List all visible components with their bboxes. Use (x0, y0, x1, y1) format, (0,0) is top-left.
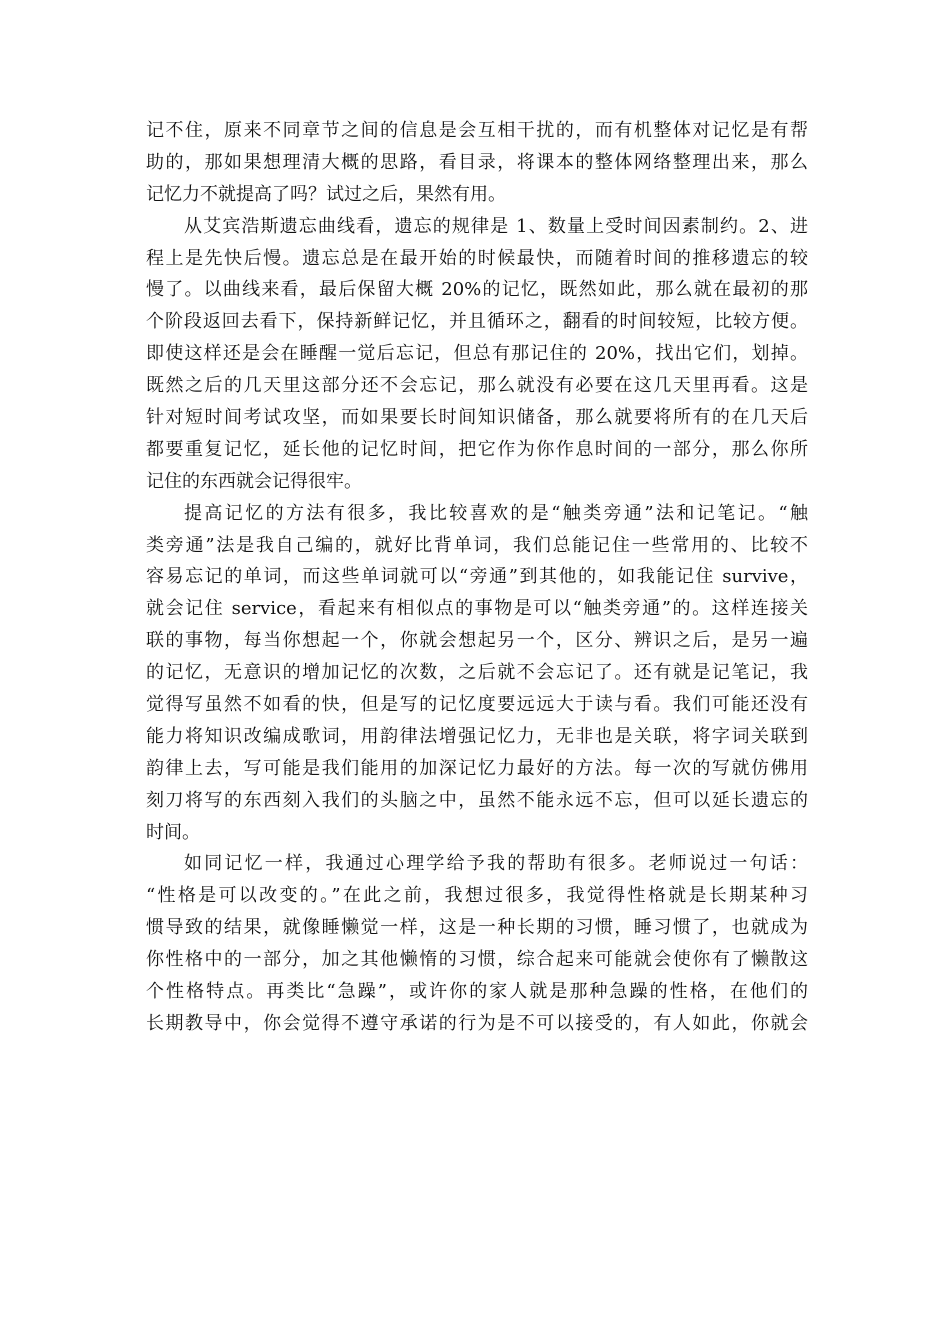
text-line: 韵律上去，写可能是我们能用的加深记忆力最好的方法。每一次的写就仿佛用 (146, 757, 808, 779)
text-line: 能力将知识改编成歌词，用韵律法增强记忆力，无非也是关联，将字词关联到 (146, 725, 808, 747)
text-line: 既然之后的几天里这部分还不会忘记，那么就没有必要在这几天里再看。这是 (146, 375, 808, 397)
text-line: 你性格中的一部分，加之其他懒惰的习惯，综合起来可能就会使你有了懒散这 (146, 949, 808, 971)
text-line: 长期教导中，你会觉得不遵守承诺的行为是不可以接受的，有人如此，你就会 (146, 1012, 808, 1034)
text-line: 慢了。以曲线来看，最后保留大概 20%的记忆，既然如此，那么就在最初的那 (146, 279, 808, 301)
paragraph-first-line: 提高记忆的方法有很多，我比较喜欢的是“触类旁通”法和记笔记。“触 (184, 502, 808, 524)
text-line: 记住的东西就会记得很牢。 (146, 470, 362, 492)
text-line: 个阶段返回去看下，保持新鲜记忆，并且循环之，翻看的时间较短，比较方便。 (146, 311, 808, 333)
paragraph-first-line: 从艾宾浩斯遗忘曲线看，遗忘的规律是 1、数量上受时间因素制约。2、进 (184, 215, 808, 237)
text-line: 记忆力不就提高了吗？试过之后，果然有用。 (146, 183, 506, 205)
body-text (146, 115, 808, 1040)
text-line: 的记忆，无意识的增加记忆的次数，之后就不会忘记了。还有就是记笔记，我 (146, 662, 808, 684)
text-line: 类旁通”法是我自己编的，就好比背单词，我们总能记住一些常用的、比较不 (146, 534, 808, 556)
text-line: 刻刀将写的东西刻入我们的头脑之中，虽然不能永远不忘，但可以延长遗忘的 (146, 789, 808, 811)
text-line: 觉得写虽然不如看的快，但是写的记忆度要远远大于读与看。我们可能还没有 (146, 694, 808, 716)
text-line: 时间。 (146, 821, 200, 843)
text-line: 容易忘记的单词，而这些单词就可以“旁通”到其他的，如我能记住 survive， (146, 566, 808, 588)
text-line: 联的事物，每当你想起一个，你就会想起另一个，区分、辨识之后，是另一遍 (146, 630, 808, 652)
text-line: “性格是可以改变的。”在此之前，我想过很多，我觉得性格就是长期某种习 (146, 885, 808, 907)
text-line: 就会记住 service，看起来有相似点的事物是可以“触类旁通”的。这样连接关 (146, 598, 808, 620)
text-line: 针对短时间考试攻坚，而如果要长时间知识储备，那么就要将所有的在几天后 (146, 407, 808, 429)
text-line: 都要重复记忆，延长他的记忆时间，把它作为你作息时间的一部分，那么你所 (146, 438, 808, 460)
text-line: 惯导致的结果，就像睡懒觉一样，这是一种长期的习惯，睡习惯了，也就成为 (146, 917, 808, 939)
text-line: 个性格特点。再类比“急躁”，或许你的家人就是那种急躁的性格，在他们的 (146, 981, 808, 1003)
text-line: 助的，那如果想理清大概的思路，看目录，将课本的整体网络整理出来，那么 (146, 151, 808, 173)
text-line: 即使这样还是会在睡醒一觉后忘记，但总有那记住的 20%，找出它们，划掉。 (146, 343, 808, 365)
paragraph-first-line: 如同记忆一样，我通过心理学给予我的帮助有很多。老师说过一句话： (184, 853, 808, 875)
text-line: 记不住，原来不同章节之间的信息是会互相干扰的，而有机整体对记忆是有帮 (146, 120, 808, 141)
text-line: 程上是先快后慢。遗忘总是在最开始的时候最快，而随着时间的推移遗忘的较 (146, 247, 808, 269)
